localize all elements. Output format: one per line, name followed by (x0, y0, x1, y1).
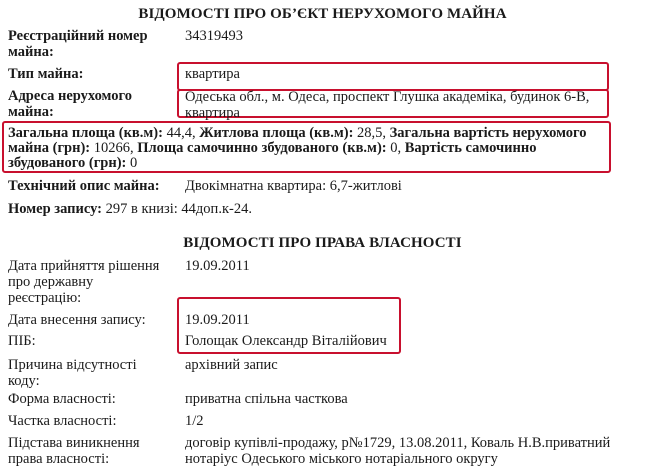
record-number-value: 297 в книзі: 44доп.к-24. (101, 201, 252, 217)
share-value: 1/2 (185, 413, 204, 429)
entry-date-label: Дата внесення запису: (8, 312, 146, 328)
reason-label (8, 357, 137, 389)
property-heading: ВІДОМОСТІ ПРО ОБ’ЄКТ НЕРУХОМОГО МАЙНА (138, 6, 507, 22)
basis-label-line2: права власності: (8, 451, 110, 467)
area-total-label: Загальна площа (кв.м): (8, 125, 163, 141)
tech-desc-label: Технічний опис майна: (8, 178, 160, 194)
address-value (185, 89, 589, 121)
address-label-line2: майна: (8, 104, 54, 120)
decision-date-label (8, 258, 159, 306)
entry-date-value: 19.09.2011 (185, 312, 250, 328)
basis-value-line1: договір купівлі-продажу, р№1729, 13.08.2011, Коваль Н.В.приватний (185, 435, 611, 451)
share-label: Частка власності: (8, 413, 117, 429)
basis-value (185, 435, 610, 467)
reg-number-label (8, 28, 148, 60)
address-label (8, 88, 132, 120)
area-living-label: Житлова площа (кв.м): (199, 125, 354, 141)
total-cost-label-line1: Загальна вартість нерухомого (389, 125, 587, 141)
total-cost-label-line2: майна (грн): (8, 140, 91, 156)
type-label: Тип майна: (8, 66, 84, 82)
reg-number-label-line1: Реєстраційний номер (8, 28, 148, 44)
basis-label-line1: Підстава виникнення (8, 435, 140, 451)
basis-value-line2: нотаріус Одеського міського нотаріального округу (185, 451, 498, 467)
basis-label (8, 435, 140, 467)
self-built-cost-label-line2: збудованого (грн): (8, 155, 127, 171)
decision-date-value: 19.09.2011 (185, 258, 250, 274)
highlight-box-type (177, 62, 609, 91)
ownership-form-value: приватна спільна часткова (185, 391, 348, 407)
rights-heading: ВІДОМОСТІ ПРО ПРАВА ВЛАСНОСТІ (183, 235, 462, 251)
total-cost-value: 10266, (90, 140, 138, 156)
reason-label-line2: коду: (8, 373, 40, 389)
area-line-2 (8, 140, 536, 156)
area-line-3 (8, 155, 137, 171)
address-value-line1: Одеська обл., м. Одеса, проспект Глушка академіка, будинок 6-В, (185, 89, 590, 105)
reason-value: архівний запис (185, 357, 278, 373)
self-built-cost-label-line1: Вартість самочинно (404, 140, 537, 156)
self-built-area-label: Площа самочинно збудованого (кв.м): (137, 140, 387, 156)
decision-date-label-line2: про державну (8, 274, 94, 290)
reg-number-label-line2: майна: (8, 44, 54, 60)
name-value: Голощак Олександр Віталійович (185, 333, 387, 349)
tech-desc-value: Двокімнатна квартира: 6,7-житлові (185, 178, 402, 194)
ownership-form-label: Форма власності: (8, 391, 116, 407)
area-line-1 (8, 125, 587, 141)
area-living-value: 28,5, (353, 125, 390, 141)
record-number-label: Номер запису: (8, 201, 102, 217)
reg-number-value: 34319493 (185, 28, 243, 44)
record-number-line (8, 201, 252, 217)
decision-date-label-line3: реєстрацію: (8, 290, 82, 306)
name-label: ПІБ: (8, 333, 36, 349)
type-value: квартира (185, 66, 240, 82)
self-built-area-value: 0, (386, 140, 405, 156)
address-label-line1: Адреса нерухомого (8, 88, 132, 104)
reason-label-line1: Причина відсутності (8, 357, 137, 373)
self-built-cost-value: 0 (126, 155, 138, 171)
area-total-value: 44,4, (162, 125, 200, 141)
address-value-line2: квартира (185, 105, 240, 121)
decision-date-label-line1: Дата прийняття рішення (8, 258, 160, 274)
